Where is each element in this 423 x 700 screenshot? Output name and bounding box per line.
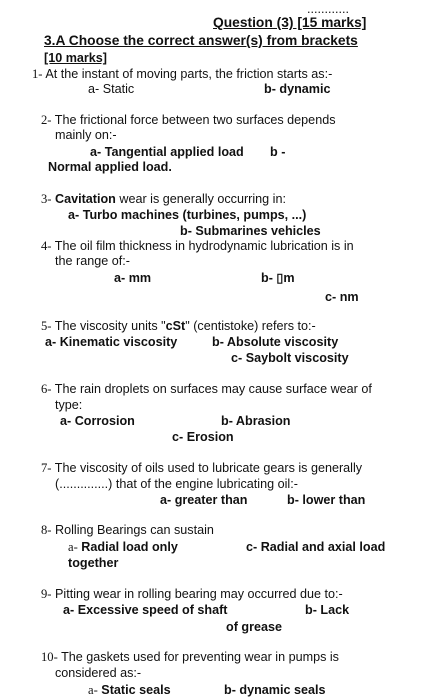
- question-number: 8-: [41, 523, 52, 537]
- question-text: The gaskets used for preventing wear in pumps is: [61, 650, 339, 664]
- q2-option-b-text[interactable]: Normal applied load.: [48, 160, 172, 174]
- question-text: The viscosity of oils used to lubricate gears is generally: [54, 461, 363, 475]
- header-dots: ............: [307, 2, 349, 16]
- q7-option-a[interactable]: a- greater than: [160, 493, 248, 507]
- question-text: wear is generally occurring in:: [115, 192, 286, 206]
- question-number: 1-: [32, 67, 43, 81]
- question-number: 7-: [41, 461, 52, 475]
- question-text: The oil film thickness in hydrodynamic lubrication is in: [54, 239, 354, 253]
- section-title: 3.A Choose the correct answer(s) from brackets: [44, 33, 358, 48]
- question-10-line-2: considered as:-: [55, 666, 142, 680]
- q9-option-a[interactable]: a- Excessive speed of shaft: [63, 603, 228, 617]
- q8-option-a[interactable]: a- Radial load only: [68, 540, 178, 554]
- question-7: [41, 461, 362, 475]
- question-text: The frictional force between two surfaces depends: [54, 113, 336, 127]
- question-number: 6-: [41, 382, 52, 396]
- question-text: The rain droplets on surfaces may cause surface wear of: [54, 382, 372, 396]
- q10-option-a[interactable]: a- Static seals: [88, 683, 171, 697]
- question-title: Question (3) [15 marks]: [213, 15, 367, 30]
- q8-option-a-continued[interactable]: together: [68, 556, 119, 570]
- question-keyword: Cavitation: [55, 192, 116, 206]
- question-1: [32, 67, 332, 81]
- question-6: [41, 382, 372, 396]
- q9-option-b[interactable]: b- Lack: [305, 603, 350, 617]
- q5-option-b[interactable]: b- Absolute viscosity: [212, 335, 339, 349]
- question-2: [41, 113, 336, 127]
- q10-option-b[interactable]: b- dynamic seals: [224, 683, 326, 697]
- q1-option-a[interactable]: a- Static: [88, 82, 135, 96]
- question-10: [41, 650, 339, 664]
- section-marks: [10 marks]: [44, 51, 108, 65]
- question-3: [41, 192, 286, 206]
- question-7-line-2: (..............) that of the engine lubricating oil:-: [55, 477, 298, 491]
- question-text: Rolling Bearings can sustain: [55, 523, 214, 537]
- question-number: 2-: [41, 113, 52, 127]
- q4-option-c[interactable]: c- nm: [325, 290, 359, 304]
- question-4: [41, 239, 354, 253]
- q5-option-a[interactable]: a- Kinematic viscosity: [45, 335, 178, 349]
- question-text: The viscosity units "cSt" (centistoke) refers to:-: [54, 319, 316, 333]
- q9-option-b-continued[interactable]: of grease: [226, 620, 282, 634]
- question-number: 4-: [41, 239, 52, 253]
- question-5: [41, 319, 316, 333]
- q6-option-c[interactable]: c- Erosion: [172, 430, 234, 444]
- q2-option-b[interactable]: b -: [270, 145, 286, 159]
- question-number: 3-: [41, 192, 52, 206]
- q8-option-c[interactable]: c- Radial and axial load: [246, 540, 386, 554]
- q4-option-b[interactable]: b- ▯m: [261, 271, 295, 285]
- q6-option-a[interactable]: a- Corrosion: [60, 414, 135, 428]
- q5-option-c[interactable]: c- Saybolt viscosity: [231, 351, 349, 365]
- question-text: At the instant of moving parts, the friction starts as:-: [45, 67, 333, 81]
- q7-option-b[interactable]: b- lower than: [287, 493, 366, 507]
- question-2-line-2: mainly on:-: [55, 128, 117, 142]
- q1-option-b[interactable]: b- dynamic: [264, 82, 331, 96]
- question-6-line-2: type:: [55, 398, 83, 412]
- question-number: 9-: [41, 587, 52, 601]
- q3-option-b[interactable]: b- Submarines vehicles: [180, 224, 321, 238]
- question-4-line-2: the range of:-: [55, 254, 130, 268]
- question-number: 5-: [41, 319, 52, 333]
- q2-option-a[interactable]: a- Tangential applied load: [90, 145, 244, 159]
- q4-option-a[interactable]: a- mm: [114, 271, 152, 285]
- q3-option-a[interactable]: a- Turbo machines (turbines, pumps, ...): [68, 208, 307, 222]
- q6-option-b[interactable]: b- Abrasion: [221, 414, 291, 428]
- question-number: 10-: [41, 650, 58, 664]
- question-9: [41, 587, 343, 601]
- question-text: Pitting wear in rolling bearing may occurred due to:-: [55, 587, 343, 601]
- question-8: [41, 523, 214, 537]
